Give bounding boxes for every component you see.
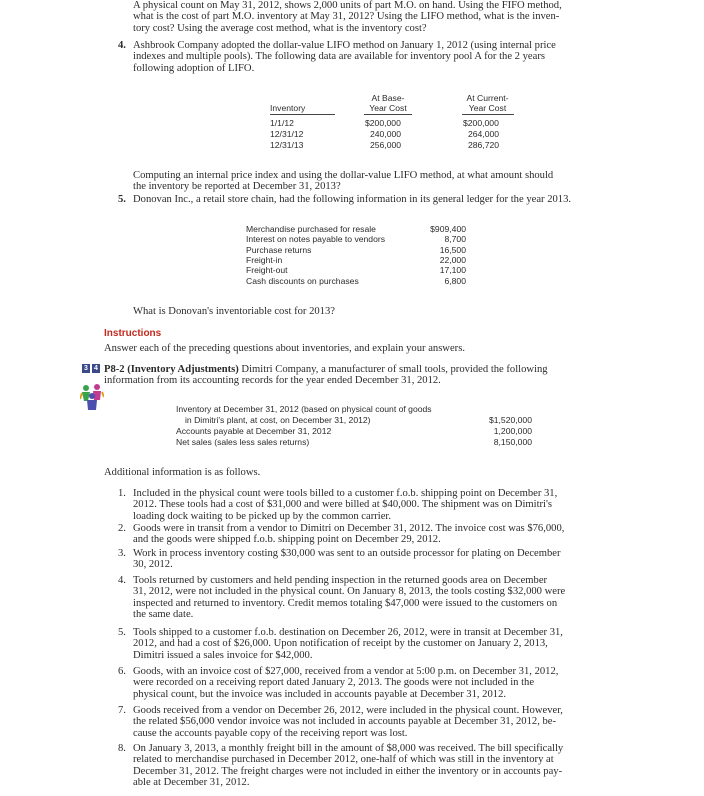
item-number: 7. (118, 705, 126, 716)
row-label: Net sales (sales less sales returns) (176, 437, 310, 447)
text-line: Goods, with an invoice cost of $27,000, received from a vendor at 5:00 p.m. on December 31, 2012, (133, 666, 559, 677)
people-icon (80, 383, 104, 411)
cell-date: 1/1/12 (270, 118, 294, 128)
row-value: 17,100 (439, 265, 466, 275)
table-row (246, 245, 466, 255)
header-line: At Current- (466, 93, 509, 103)
additional-info-label: Additional information is as follows. (104, 467, 261, 478)
item-number: 2. (118, 523, 126, 534)
text-line: Ashbrook Company adopted the dollar-value LIFO method on January 1, 2012 (using internal price (133, 40, 556, 51)
text-line: Goods received from a vendor on December 26, 2012, were included in the physical count. However, (133, 705, 563, 716)
row-value: $909,400 (430, 224, 466, 234)
text-line: Dimitri issued a sales invoice for $42,000. (133, 649, 313, 661)
row-value: 8,150,000 (493, 437, 532, 447)
row-label: Interest on notes payable to vendors (246, 234, 386, 244)
problem-intro: Dimitri Company, a manufacturer of small tools, provided the following (238, 364, 548, 375)
cell-base: 256,000 (370, 140, 402, 150)
text-line: Tools returned by customers and held pending inspection in the returned goods area on December (133, 575, 548, 586)
cell-current: 286,720 (468, 140, 500, 150)
row-label: Purchase returns (246, 245, 312, 255)
list-item (133, 705, 563, 739)
text-line: able at December 31, 2012. (133, 777, 250, 789)
row-value: 1,200,000 (493, 426, 532, 436)
question-number: 5. (118, 194, 126, 205)
text-line: the related $56,000 vendor invoice was not included in accounts payable at December 31, 2012, be- (133, 716, 557, 728)
list-item (133, 488, 557, 522)
objective-badge: 3 (82, 364, 90, 373)
text-line: following adoption of LIFO. (133, 62, 255, 74)
list-item (133, 743, 563, 789)
p8-2-header (104, 364, 548, 387)
row-value: $1,520,000 (488, 415, 532, 425)
text-line: the same date. (133, 609, 194, 621)
list-item (133, 523, 564, 546)
text-line: inspected and returned to inventory. Credit memos totaling $47,000 were issued to the customers on (133, 597, 558, 609)
text-line: related to merchandise purchased in December 2012, one-half of which was still in the inventory at (133, 754, 554, 766)
table-header (455, 93, 520, 113)
table-row (176, 426, 532, 436)
table-header (358, 93, 418, 113)
text-line: Included in the physical count were tools billed to a customer f.o.b. shipping point on December 31, (133, 488, 558, 499)
list-item (133, 548, 561, 571)
text-line: 30, 2012. (133, 559, 173, 571)
text-line: Work in process inventory costing $30,000 was sent to an outside processor for plating on December (133, 548, 561, 559)
text-line: indexes and multiple pools). The following data are available for inventory pool A for the 2 years (133, 51, 545, 63)
text-line: 2012, and had a cost of $26,000. Upon notification of receipt by the customer on January 2, 2013, (133, 638, 548, 650)
item-number: 6. (118, 666, 126, 677)
row-label: Accounts payable at December 31, 2012 (176, 426, 332, 436)
table-row (246, 234, 466, 244)
cell-base: 240,000 (370, 129, 402, 139)
table-row (176, 415, 532, 425)
text-line: loading dock waiting to be picked up by the common carrier. (133, 510, 392, 522)
text-line: A physical count on May 31, 2012, shows 2,000 units of part M.O. on hand. Using the FIFO method, (133, 0, 562, 11)
row-label: Inventory at December 31, 2012 (based on physical count of goods (176, 404, 432, 414)
instructions-heading: Instructions (104, 328, 162, 339)
cell-date: 12/31/12 (270, 129, 304, 139)
cell-base: $200,000 (365, 118, 401, 128)
text-line: Computing an internal price index and using the dollar-value LIFO method, at what amount should (133, 170, 554, 181)
text-line: and the goods were shipped f.o.b. shipping point on December 29, 2012. (133, 534, 441, 546)
item-number: 1. (118, 488, 126, 499)
table-row (246, 224, 466, 234)
list-item (133, 666, 558, 700)
instructions-text: Answer each of the preceding questions about inventories, and explain your answers. (104, 343, 465, 354)
table-row (176, 437, 532, 447)
divider (462, 114, 514, 115)
row-label: Merchandise purchased for resale (246, 224, 376, 234)
objective-badge: 4 (92, 364, 100, 373)
text-line: Tools shipped to a customer f.o.b. destination on December 26, 2012, were in transit at December 31, (133, 627, 563, 638)
row-value: 22,000 (439, 255, 466, 265)
text-line: cause the accounts payable copy of the receiving report was lost. (133, 727, 408, 739)
table-row (246, 255, 466, 265)
text-line: were recorded on a receiving report dated January 2, 2013. The goods were not included in the (133, 677, 535, 689)
text-line: Goods were in transit from a vendor to Dimitri on December 31, 2012. The invoice cost was $76,000, (133, 523, 565, 534)
question-number: 4. (118, 40, 126, 51)
text-line: the inventory be reported at December 31, 2013? (133, 181, 341, 193)
divider (270, 114, 335, 115)
text-line: information from its accounting records for the year ended December 31, 2012. (104, 375, 441, 387)
q5-text: Donovan Inc., a retail store chain, had the following information in its general ledger for the year 2013. (133, 194, 572, 205)
q4-followup (133, 170, 553, 193)
row-value: 8,700 (444, 234, 466, 244)
item-number: 5. (118, 627, 126, 638)
table-row (176, 404, 532, 414)
item-number: 8. (118, 743, 126, 754)
cell-current: $200,000 (463, 118, 499, 128)
header-line: Year Cost (369, 103, 407, 113)
row-label: Freight-in (246, 255, 283, 265)
top-paragraph (133, 0, 562, 34)
list-item (133, 627, 563, 661)
text-line: tory cost? Using the average cost method, what is the inventory cost? (133, 22, 427, 34)
header-line: At Base- (371, 93, 405, 103)
text-line: On January 3, 2013, a monthly freight bill in the amount of $8,000 was received. The bill specifically (133, 743, 564, 754)
q4-text (133, 40, 556, 74)
divider (364, 114, 412, 115)
table-header: Inventory (270, 103, 306, 113)
row-value: 16,500 (439, 245, 466, 255)
row-label: Cash discounts on purchases (246, 276, 359, 286)
text-line (104, 364, 548, 375)
item-number: 3. (118, 548, 126, 559)
text-line: 2012. These tools had a cost of $31,000 and were billed at $40,000. The shipment was on Dimitri's (133, 499, 553, 511)
row-value: 6,800 (444, 276, 466, 286)
cell-date: 12/31/13 (270, 140, 304, 150)
row-label: Freight-out (246, 265, 288, 275)
row-label: in Dimitri's plant, at cost, on December 31, 2012) (185, 415, 371, 425)
q5-question: What is Donovan's inventoriable cost for 2013? (133, 306, 335, 317)
table-row (246, 276, 466, 286)
text-line: December 31, 2012. The freight charges were not included in either the inventory or in accounts pay- (133, 765, 563, 777)
text-line: physical count, but the invoice was included in accounts payable at December 31, 2012. (133, 688, 507, 700)
item-number: 4. (118, 575, 126, 586)
text-line: 31, 2012, were not included in the physical count. On January 8, 2013, the tools costing $32,000 were (133, 586, 566, 598)
cell-current: 264,000 (468, 129, 500, 139)
header-line: Year Cost (468, 103, 507, 113)
table-row (246, 265, 466, 275)
problem-title: P8-2 (Inventory Adjustments) (104, 364, 239, 375)
text-line: what is the cost of part M.O. inventory at May 31, 2012? Using the LIFO method, what is the inven- (133, 11, 560, 23)
list-item (133, 575, 565, 621)
